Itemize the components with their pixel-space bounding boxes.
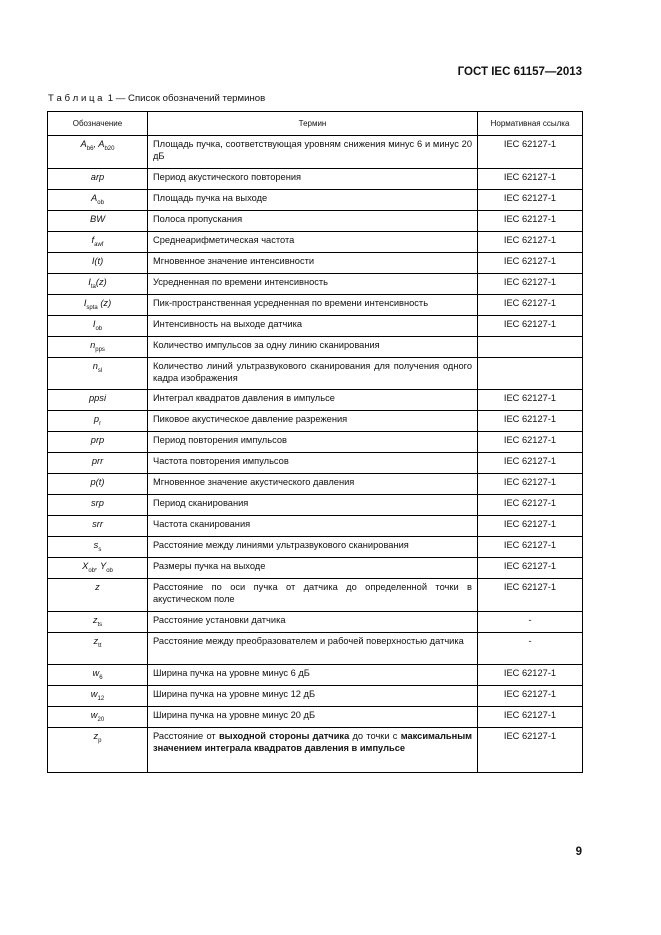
normative-reference: IEC 62127-1 — [478, 169, 583, 190]
term-symbol — [48, 411, 148, 432]
column-header-term: Термин — [148, 112, 478, 136]
term-description: Расстояние между линиями ультразвукового сканирования — [148, 537, 478, 558]
term-description: Интенсивность на выходе датчика — [148, 316, 478, 337]
symbol-subscript: ts — [97, 621, 103, 628]
symbol-subscript: ob — [88, 567, 95, 574]
symbol-subscript: b6 — [86, 145, 94, 152]
symbol-main: n — [90, 340, 96, 350]
normative-reference: IEC 62127-1 — [478, 537, 583, 558]
normative-reference: IEC 62127-1 — [478, 453, 583, 474]
symbol-main: A — [91, 193, 98, 203]
term-description: Пиковое акустическое давление разрежения — [148, 411, 478, 432]
column-header-symbol: Обозначение — [48, 112, 148, 136]
table-row — [48, 537, 583, 558]
table-row — [48, 232, 583, 253]
normative-reference: IEC 62127-1 — [478, 728, 583, 773]
symbol-main: I — [92, 319, 96, 329]
term-description: Усредненная по времени интенсивность — [148, 274, 478, 295]
term-symbol — [48, 390, 148, 411]
symbol-main: arp — [90, 172, 105, 182]
table-row — [48, 190, 583, 211]
symbol-main: Y — [100, 561, 107, 571]
symbol-subscript: sl — [97, 367, 103, 374]
column-header-reference: Нормативная ссылка — [478, 112, 583, 136]
term-symbol — [48, 232, 148, 253]
term-description: Размеры пучка на выходе — [148, 558, 478, 579]
term-symbol — [48, 665, 148, 686]
table-row — [48, 136, 583, 169]
normative-reference: IEC 62127-1 — [478, 686, 583, 707]
table-row — [48, 453, 583, 474]
symbol-main: w — [90, 710, 98, 720]
term-symbol — [48, 432, 148, 453]
term-symbol: $A_{b6}$, $A_{b20}$ — [48, 136, 148, 169]
symbol-main: A — [80, 139, 87, 149]
symbol-subscript: 6 — [99, 674, 103, 681]
symbol-main: s — [93, 540, 99, 550]
term-symbol — [48, 495, 148, 516]
symbol-subscript: p — [98, 737, 102, 744]
term-description: Период акустического повторения — [148, 169, 478, 190]
table-row — [48, 728, 583, 773]
term-description: Частота сканирования — [148, 516, 478, 537]
normative-reference: IEC 62127-1 — [478, 495, 583, 516]
symbol-main: w — [90, 689, 98, 699]
symbol-subscript: 12 — [97, 695, 105, 702]
term-description: Мгновенное значение акустического давления — [148, 474, 478, 495]
symbol-main: p — [93, 414, 100, 424]
term-symbol — [48, 274, 148, 295]
term-description — [148, 728, 478, 773]
table-caption: Т а б л и ц а 1 — Список обозначений терминов — [48, 93, 266, 104]
term-description: Среднеарифметическая частота — [148, 232, 478, 253]
term-description: Интеграл квадратов давления в импульсе — [148, 390, 478, 411]
symbol-main: f — [91, 235, 95, 245]
symbol-main: X — [82, 561, 89, 571]
term-symbol — [48, 612, 148, 633]
symbol-subscript: b20 — [104, 145, 115, 152]
normative-reference: IEC 62127-1 — [478, 516, 583, 537]
table-row — [48, 253, 583, 274]
table-row — [48, 169, 583, 190]
table-row — [48, 686, 583, 707]
term-description: Площадь пучка, соответствующая уровням снижения минус 6 и минус 20 дБ — [148, 136, 478, 169]
term-symbol — [48, 337, 148, 358]
symbol-main: prp — [90, 435, 105, 445]
normative-reference: IEC 62127-1 — [478, 432, 583, 453]
normative-reference: IEC 62127-1 — [478, 211, 583, 232]
term-symbol — [48, 316, 148, 337]
normative-reference — [478, 337, 583, 358]
term-description: Пик-пространственная усредненная по времени интенсивность — [148, 295, 478, 316]
symbol-subscript: ob — [95, 325, 103, 332]
symbol-subscript: 20 — [97, 716, 105, 723]
term-symbol — [48, 707, 148, 728]
term-bold-part: максимальным значением интеграла квадратов давления в импульсе — [153, 731, 473, 753]
symbol-main: w — [92, 668, 100, 678]
normative-reference: IEC 62127-1 — [478, 136, 583, 169]
term-description: Ширина пучка на уровне минус 6 дБ — [148, 665, 478, 686]
term-symbol — [48, 728, 148, 773]
table-row — [48, 495, 583, 516]
symbol-main: z — [93, 731, 99, 741]
symbol-main: n — [92, 361, 98, 371]
term-description: Ширина пучка на уровне минус 20 дБ — [148, 707, 478, 728]
term-symbol — [48, 686, 148, 707]
normative-reference: IEC 62127-1 — [478, 274, 583, 295]
symbol-subscript: pps — [95, 346, 105, 353]
table-row — [48, 432, 583, 453]
term-symbol — [48, 190, 148, 211]
normative-reference: IEC 62127-1 — [478, 411, 583, 432]
symbol-subscript: s — [98, 546, 102, 553]
term-description: Расстояние установки датчика — [148, 612, 478, 633]
normative-reference: IEC 62127-1 — [478, 316, 583, 337]
table-row — [48, 358, 583, 390]
symbol-main: srr — [92, 519, 103, 529]
normative-reference: IEC 62127-1 — [478, 232, 583, 253]
document-number: ГОСТ IEC 61157—2013 — [457, 66, 582, 78]
term-description: Период сканирования — [148, 495, 478, 516]
symbol-subscript: awf — [94, 241, 104, 248]
symbol-main: I — [88, 277, 91, 287]
symbol-suffix: (z) — [97, 298, 112, 308]
term-symbol — [48, 358, 148, 390]
normative-reference: IEC 62127-1 — [478, 707, 583, 728]
symbol-main: z — [93, 636, 99, 646]
table-row — [48, 295, 583, 316]
symbol-main: A — [98, 139, 105, 149]
table-row — [48, 274, 583, 295]
normative-reference — [478, 358, 583, 390]
term-symbol — [48, 211, 148, 232]
table-row — [48, 211, 583, 232]
term-bold-part: выходной стороны датчика — [218, 731, 350, 741]
term-description: Полоса пропускания — [148, 211, 478, 232]
term-part: Расстояние от — [153, 731, 219, 741]
symbol-main: z — [92, 615, 98, 625]
table-row — [48, 337, 583, 358]
table-row — [48, 558, 583, 579]
term-description: Количество линий ультразвукового сканирования для получения одного кадра изображения — [148, 358, 478, 390]
symbol-main: I(t) — [91, 256, 104, 266]
normative-reference: IEC 62127-1 — [478, 390, 583, 411]
term-description: Расстояние между преобразователем и рабочей поверхностью датчика — [148, 633, 478, 665]
symbol-main: prr — [91, 456, 104, 466]
normative-reference: IEC 62127-1 — [478, 190, 583, 211]
symbol-subscript: ob — [97, 199, 104, 206]
term-symbol — [48, 253, 148, 274]
term-description: Частота повторения импульсов — [148, 453, 478, 474]
term-symbol — [48, 579, 148, 612]
term-description: Период повторения импульсов — [148, 432, 478, 453]
term-description: Ширина пучка на уровне минус 12 дБ — [148, 686, 478, 707]
symbol-main: srp — [91, 498, 104, 508]
table-row — [48, 707, 583, 728]
symbol-main: BW — [90, 214, 105, 224]
term-description: Мгновенное значение интенсивности — [148, 253, 478, 274]
normative-reference: IEC 62127-1 — [478, 474, 583, 495]
table-row — [48, 579, 583, 612]
term-description: Количество импульсов за одну линию сканирования — [148, 337, 478, 358]
symbol-subscript: ob — [106, 567, 113, 574]
table-body — [48, 136, 583, 773]
symbol-suffix: (z) — [95, 277, 107, 287]
term-symbol — [48, 474, 148, 495]
term-symbol: $X_{ob}$, $Y_{ob}$ — [48, 558, 148, 579]
symbol-main: ppsi — [88, 393, 107, 403]
terms-table — [47, 111, 583, 773]
normative-reference: - — [478, 633, 583, 665]
table-row — [48, 516, 583, 537]
symbol-main: I — [83, 298, 87, 308]
table-row — [48, 316, 583, 337]
term-part: до точки с — [349, 731, 401, 741]
table-row — [48, 612, 583, 633]
term-symbol — [48, 453, 148, 474]
symbol-main: z — [95, 582, 100, 592]
symbol-subscript: tt — [98, 642, 102, 649]
term-symbol — [48, 537, 148, 558]
normative-reference: IEC 62127-1 — [478, 665, 583, 686]
table-row — [48, 665, 583, 686]
symbol-subscript: spta — [86, 304, 98, 311]
term-description: Площадь пучка на выходе — [148, 190, 478, 211]
table-row — [48, 633, 583, 665]
term-symbol — [48, 295, 148, 316]
symbol-subscript: ta — [90, 283, 96, 290]
normative-reference: - — [478, 612, 583, 633]
table-row — [48, 474, 583, 495]
term-symbol — [48, 169, 148, 190]
table-row — [48, 390, 583, 411]
table-row — [48, 411, 583, 432]
term-description: Расстояние по оси пучка от датчика до определенной точки в акустическом поле — [148, 579, 478, 612]
page-number: 9 — [575, 846, 582, 858]
symbol-subscript: r — [99, 420, 102, 427]
normative-reference: IEC 62127-1 — [478, 558, 583, 579]
symbol-main: p(t) — [90, 477, 105, 487]
normative-reference: IEC 62127-1 — [478, 295, 583, 316]
term-symbol — [48, 633, 148, 665]
term-symbol — [48, 516, 148, 537]
table-header-row — [48, 112, 583, 136]
normative-reference: IEC 62127-1 — [478, 253, 583, 274]
normative-reference: IEC 62127-1 — [478, 579, 583, 612]
